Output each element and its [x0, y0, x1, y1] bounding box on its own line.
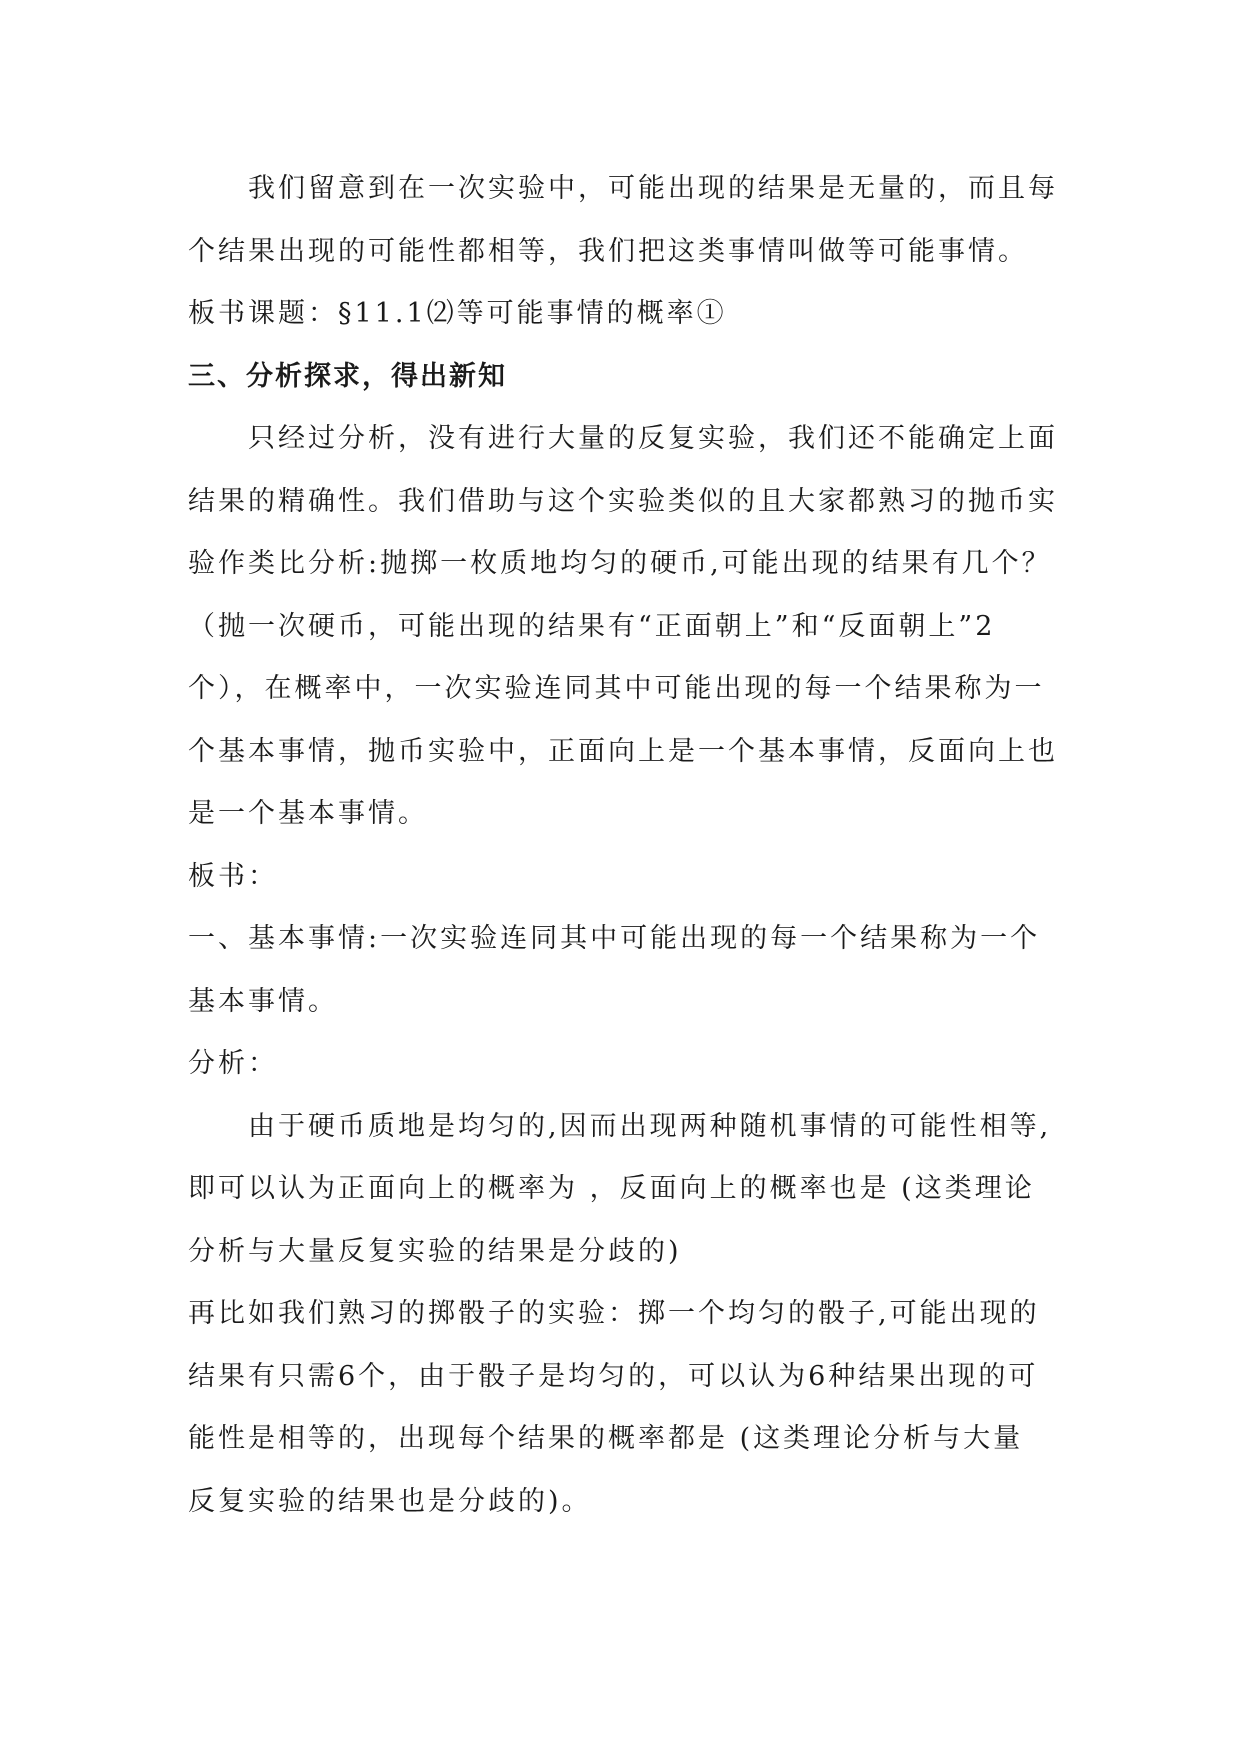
paragraph-line: 验作类比分析:抛掷一枚质地均匀的硬币,可能出现的结果有几个？: [188, 548, 1052, 579]
paragraph-line: 个），在概率中，一次实验连同其中可能出现的每一个结果称为一: [188, 673, 1045, 704]
paragraph-line: 反复实验的结果也是分歧的)。: [188, 1485, 592, 1517]
paragraph-line: 个结果出现的可能性都相等，我们把这类事情叫做等可能事情。: [188, 235, 1028, 267]
paragraph-line: 个基本事情，抛币实验中，正面向上是一个基本事情，反面向上也: [188, 735, 1058, 767]
document-page: [188, 158, 1068, 1533]
paragraph-line: 分析与大量反复实验的结果是分歧的): [188, 1235, 682, 1267]
paragraph-line: 即可以认为正面向上的概率为 ，反面向上的概率也是 (这类理论: [188, 1173, 1035, 1204]
section-heading: 三、分析探求，得出新知: [188, 360, 507, 392]
definition-line: 一、基本事情:一次实验连同其中可能出现的每一个结果称为一个: [188, 923, 1041, 954]
paragraph-line: 能性是相等的，出现每个结果的概率都是 (这类理论分析与大量: [188, 1423, 1024, 1454]
board-label: 板书：: [188, 860, 278, 892]
paragraph-line: 只经过分析，没有进行大量的反复实验，我们还不能确定上面: [248, 423, 1058, 454]
paragraph-line: 是一个基本事情。: [188, 798, 428, 829]
paragraph-line: 结果有只需6个，由于骰子是均匀的，可以认为6种结果出现的可: [188, 1360, 1039, 1392]
paragraph-line: 再比如我们熟习的掷骰子的实验：掷一个均匀的骰子,可能出现的: [188, 1298, 1040, 1329]
analysis-label: 分析：: [188, 1048, 278, 1079]
definition-line: 基本事情。: [188, 985, 338, 1017]
board-title-line: 板书课题：§11.1⑵等可能事情的概率①: [188, 298, 727, 329]
paragraph-line: 我们留意到在一次实验中，可能出现的结果是无量的，而且每: [248, 173, 1058, 204]
paragraph-line: 结果的精确性。我们借助与这个实验类似的且大家都熟习的抛币实: [188, 485, 1058, 517]
paragraph-line: 由于硬币质地是均匀的,因而出现两种随机事情的可能性相等,: [248, 1110, 1052, 1142]
paragraph-line: （抛一次硬币，可能出现的结果有“正面朝上”和“反面朝上”2: [188, 610, 996, 642]
